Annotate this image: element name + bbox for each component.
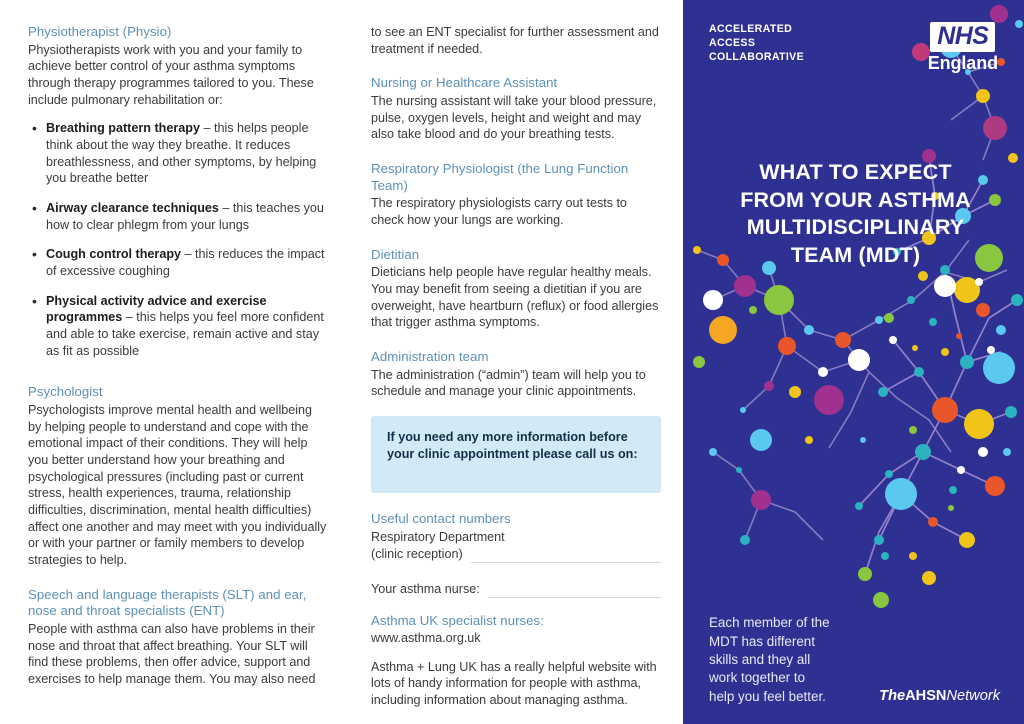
list-item xyxy=(44,246,327,279)
title-line-4: TEAM (MDT) xyxy=(790,242,921,267)
bullet-text: – this helps people think about the way they breathe. It reduces breathlessness, and other symptoms, by helping you breathe better xyxy=(46,121,317,186)
section-heading-administration-team: Administration team xyxy=(371,348,489,364)
section-body-dietitian: Dieticians help people have regular healthy meals. You may benefit from seeing a dietitian if you are overweight, have heartburn (reflux) or food allergies that trigger asthma symptoms. xyxy=(371,265,659,330)
cover-logo-row xyxy=(709,22,1002,73)
asthma-uk-body: Asthma + Lung UK has a really helpful website with lots of handy information for people with asthma, including information about managing asthma. xyxy=(371,659,657,708)
list-item xyxy=(44,200,327,233)
section-heading-respiratory-physiologist: Respiratory Physiologist (the Lung Function Team) xyxy=(371,160,629,193)
contact-label: (clinic reception) xyxy=(371,547,463,562)
bullet-text: – this reduces the impact of excessive coughing xyxy=(46,247,325,279)
spacer xyxy=(371,563,661,581)
section-body-administration-team: The administration (“admin”) team will help you to schedule and manage your clinic appointments. xyxy=(371,367,646,399)
contact-label: Your asthma nurse: xyxy=(371,581,480,596)
section-body-psychologist: Psychologists improve mental health and wellbeing by helping people to understand and cope with the emotional impact of their conditions. They will help you better understand how your breathing and psychological pressures (including past or current stress, health experiences, trauma, relationship difficulties, discrimination, mental health difficulties) affect one another and may meet with you individually or with your partner or family members to develop strategies to help. xyxy=(28,403,327,568)
section-heading-dietitian: Dietitian xyxy=(371,246,420,262)
ahsn-network-word: Network xyxy=(946,688,1000,704)
list-item xyxy=(44,120,327,187)
cover-content xyxy=(683,0,1024,724)
contact-row-respiratory-department xyxy=(371,529,661,546)
title-line-3: MULTIDISCIPLINARY xyxy=(746,215,965,240)
contact-label: Respiratory Department xyxy=(371,530,505,545)
bullet-term: Breathing pattern therapy xyxy=(46,121,200,136)
section-heading-nursing-assistant: Nursing or Healthcare Assistant xyxy=(371,75,558,91)
contact-fill-in-block xyxy=(371,529,661,597)
list-item xyxy=(44,293,327,360)
ahsn-the: The xyxy=(879,688,906,704)
page-title xyxy=(709,159,1002,269)
section-heading-psychologist: Psychologist xyxy=(28,384,103,400)
section-heading-slt-ent: Speech and language therapists (SLT) and ear, nose and throat specialists (ENT) xyxy=(28,586,307,619)
write-in-line[interactable] xyxy=(488,584,661,598)
physiotherapy-bullet-list xyxy=(28,120,327,359)
spacer xyxy=(28,369,327,384)
ahsn-network-logo xyxy=(879,688,1000,704)
spacer xyxy=(371,598,661,613)
bullet-term: Physical activity advice and exercise programmes xyxy=(46,293,267,325)
contact-row-clinic-reception[interactable] xyxy=(371,546,661,563)
cover-footer xyxy=(709,614,1002,706)
cover-panel xyxy=(683,0,1024,724)
section-heading-useful-contact-numbers: Useful contact numbers xyxy=(371,510,511,526)
bullet-term: Airway clearance techniques xyxy=(46,201,219,215)
section-heading-physiotherapist: Physiotherapist (Physio) xyxy=(28,24,172,39)
aac-logo-line-2: ACCESS xyxy=(709,37,756,50)
call-us-callout-box xyxy=(371,416,661,493)
title-line-2: FROM YOUR ASTHMA xyxy=(740,187,971,212)
callout-text: If you need any more information before your clinic appointment please call us on: xyxy=(387,429,638,461)
section-heading-asthma-uk-nurses: Asthma UK specialist nurses: xyxy=(371,612,544,628)
bullet-text: – this teaches you how to clear phlegm from your lungs xyxy=(46,201,324,232)
middle-column xyxy=(345,0,683,724)
section-body-respiratory-physiologist: The respiratory physiologists carry out tests to check how your lungs are working. xyxy=(371,196,627,227)
continuation-text: to see an ENT specialist for further assessment and treatment if needed. xyxy=(371,25,659,56)
left-column xyxy=(0,0,345,724)
aac-logo-line-3: COLLABORATIVE xyxy=(709,51,804,64)
title-line-1: WHAT TO EXPECT xyxy=(759,160,952,185)
accelerated-access-collaborative-logo xyxy=(709,22,804,65)
section-body-physiotherapist: Physiotherapists work with you and your family to achieve better control of your asthma symptoms through therapy programmes tailored to you. These include pulmonary rehabilitation or: xyxy=(28,42,314,107)
asthma-uk-website-link[interactable]: www.asthma.org.uk xyxy=(371,631,481,646)
write-in-line[interactable] xyxy=(471,549,661,563)
nhs-england-logo xyxy=(928,22,998,73)
bullet-term: Cough control therapy xyxy=(46,247,182,262)
aac-logo-line-1: ACCELERATED xyxy=(709,23,793,35)
cover-blurb-text: Each member of the MDT has different skills and they all work together to help you feel better. xyxy=(709,615,830,704)
nhs-england-label: England xyxy=(927,53,998,73)
section-body-nursing-assistant: The nursing assistant will take your blood pressure, pulse, oxygen levels, height and weight and may also take blood and do your breathing tests. xyxy=(371,93,657,142)
contact-row-asthma-nurse[interactable] xyxy=(371,581,661,598)
ahsn-acronym: AHSN xyxy=(905,688,947,704)
section-body-slt-ent: People with asthma can also have problems in their nose and throat that affect breathing. Your SLT will find these problems, then offer advice, support and exercises to help manage them. You may also need xyxy=(28,621,316,686)
bullet-text: – this helps you feel more confident and able to take exercise, remain active and stay as fit as possible xyxy=(46,310,324,358)
nhs-wordmark: NHS xyxy=(930,22,995,52)
